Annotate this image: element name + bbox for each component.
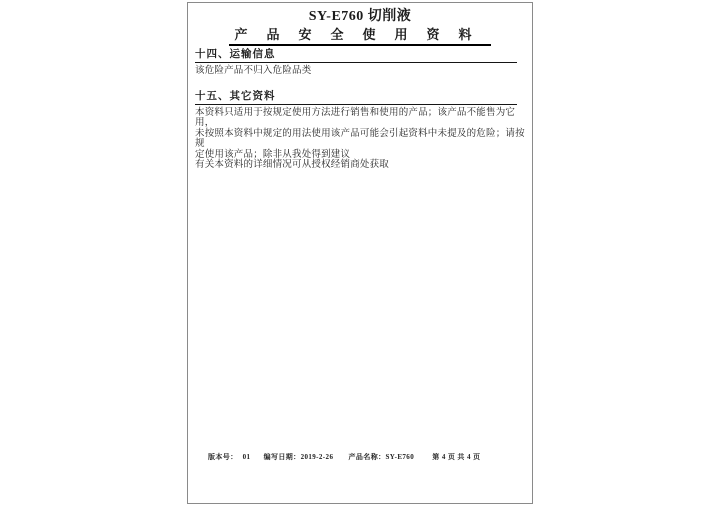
footer-version-value: 01 [242, 453, 251, 461]
body-text-line: 本资料只适用于按规定使用方法进行销售和使用的产品；该产品不能售为它用， [195, 107, 516, 128]
footer-product [349, 452, 415, 462]
section-heading-transport: 十四、运输信息 [195, 49, 517, 63]
footer-version-label: 版本号： [208, 453, 238, 461]
body-text-line: 定使用该产品；除非从我处得到建议 [195, 149, 351, 160]
page-footer [208, 452, 480, 462]
footer-product-label: 产品名称： [348, 453, 386, 461]
footer-date-label: 编写日期： [263, 453, 301, 461]
footer-product-value: SY-E760 [385, 453, 415, 461]
section-transport-info [188, 49, 532, 77]
body-text-line: 有关本资料的详细情况可从授权经销商处获取 [195, 160, 390, 170]
footer-version [208, 452, 250, 462]
footer-page-info-text: 第 4 页 共 4 页 [432, 453, 481, 461]
footer-date [264, 452, 334, 462]
document-title: SY-E760 切削液 [308, 9, 412, 24]
document-subtitle: 产品安全使用资料 [229, 26, 490, 46]
footer-page-info [432, 452, 480, 462]
section-body-transport [188, 66, 532, 77]
body-text-line: 该危险产品不归入危险品类 [195, 66, 312, 76]
section-other-info [188, 91, 532, 171]
body-text-line: 未按照本资料中规定的用法使用该产品可能会引起资料中未提及的危险；请按规 [195, 128, 525, 149]
section-body-other [188, 108, 532, 171]
section-heading-other: 十五、其它资料 [195, 91, 517, 105]
footer-date-value: 2019-2-26 [300, 453, 334, 461]
document-subtitle-row [188, 26, 532, 46]
document-page [187, 2, 533, 504]
